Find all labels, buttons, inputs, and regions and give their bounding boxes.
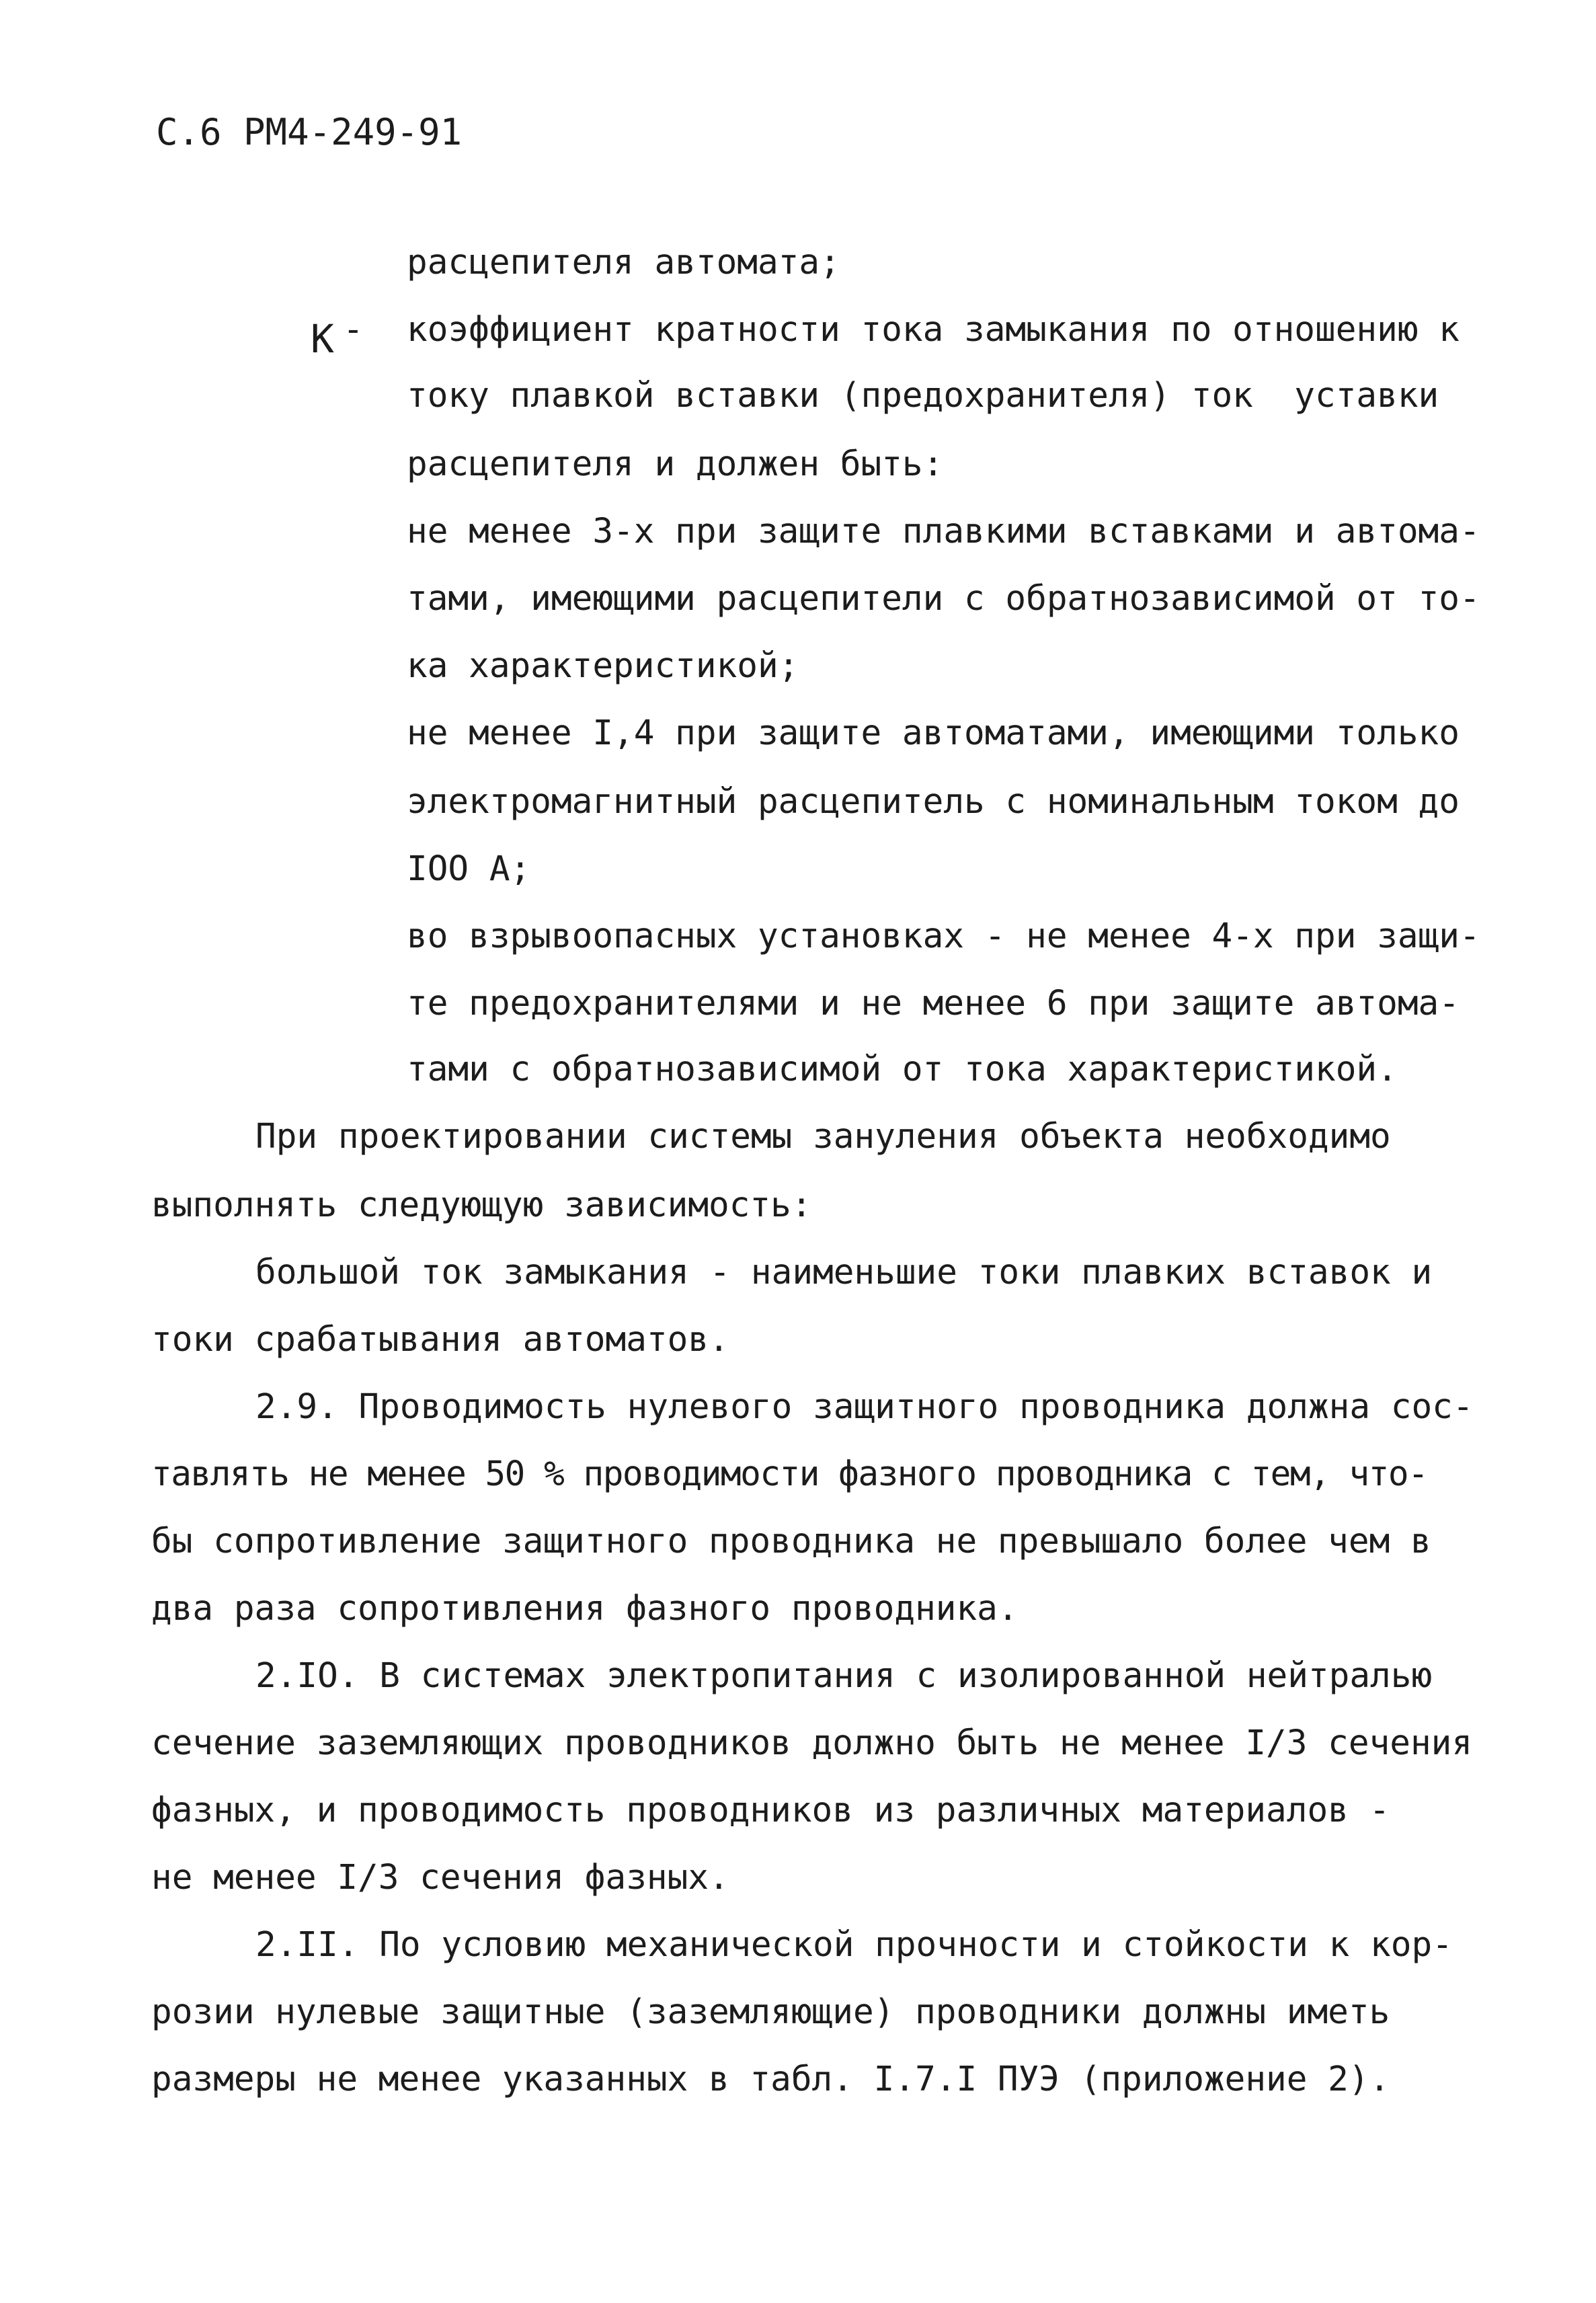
definition-line: расцепителя и должен быть: [407,444,944,484]
definition-line: не менее 3-х при защите плавкими вставками и автома- [407,512,1480,551]
definition-line: коэффициент кратности тока замыкания по отношению к [407,310,1460,350]
body-line: 2.IO. В системах электропитания с изолированной нейтралью [255,1656,1433,1696]
body-line: бы сопротивление защитного проводника не превышало более чем в [151,1522,1431,1561]
k-symbol: К [311,316,334,362]
body-line: 2.II. По условию механической прочности и стойкости к кор- [255,1925,1453,1965]
definition-line: не менее I,4 при защите автоматами, имеющими только [407,713,1460,753]
definition-line: тами, имеющими расцепители с обратнозависимой от то- [407,579,1480,619]
body-line: токи срабатывания автоматов. [151,1320,729,1360]
body-line: не менее I/3 сечения фазных. [151,1858,729,1898]
body-line: При проектировании системы зануления объекта необходимо [255,1117,1391,1157]
definition-line: току плавкой вставки (предохранителя) ток уставки [407,376,1439,416]
k-dash: - [343,310,364,350]
definition-line: ка характеристикой; [407,646,799,686]
body-line: сечение заземляющих проводников должно быть не менее I/3 сечения [151,1723,1473,1763]
body-line: большой ток замыкания - наименьшие токи плавких вставок и [255,1253,1433,1292]
definition-continuation: расцепителя автомата; [407,243,840,282]
body-line: фазных, и проводимость проводников из различных материалов - [151,1791,1390,1830]
definition-line: электромагнитный расцепитель с номинальным током до [407,782,1460,822]
page-header: С.6 РМ4-249-91 [156,111,463,153]
definition-line: те предохранителями и не менее 6 при защите автома- [407,984,1460,1023]
body-line: два раза сопротивления фазного проводника. [151,1589,1019,1629]
body-line: тавлять не менее 50 % проводимости фазного проводника с тем, что- [151,1454,1428,1494]
definition-line: IOO А; [407,849,531,889]
definition-line: тами с обратнозависимой от тока характеристикой. [407,1050,1398,1089]
body-line: выполнять следующую зависимость: [151,1185,812,1225]
definition-line: во взрывоопасных установках - не менее 4-х при защи- [407,916,1480,956]
body-line: размеры не менее указанных в табл. I.7.I ПУЭ (приложение 2). [151,2060,1390,2099]
body-line: розии нулевые защитные (заземляющие) проводники должны иметь [151,1992,1390,2032]
body-line: 2.9. Проводимость нулевого защитного проводника должна сос- [255,1387,1474,1427]
